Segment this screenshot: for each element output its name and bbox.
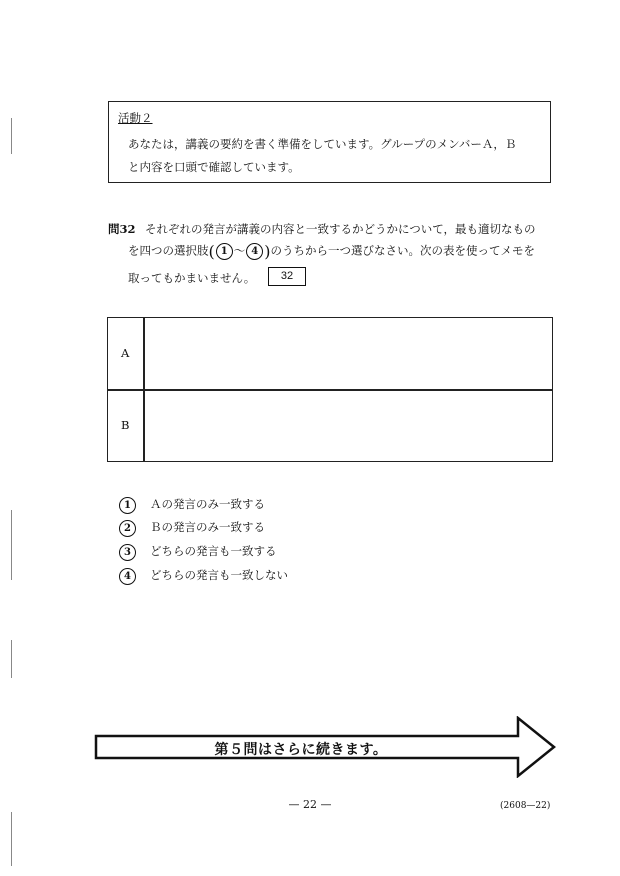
choice-3-number: 3: [119, 544, 136, 561]
question-line1: それぞれの発言が講義の内容と一致するかどうかについて，最も適切なもの: [145, 222, 536, 236]
memo-table-row-divider: [107, 389, 553, 391]
question-line3: 取ってもかまいません。: [128, 271, 256, 285]
choice-range-separator: ～: [233, 243, 246, 258]
choice-range-end: 4: [246, 243, 263, 260]
choice-1: [118, 496, 265, 514]
choice-2-number: 2: [119, 520, 136, 537]
scan-mark: [11, 812, 12, 866]
answer-number-box: 32: [268, 267, 306, 286]
page-code: (2608—22): [500, 801, 551, 811]
question-line2-end: のうちから一つ選びなさい。次の表を使ってメモを: [270, 243, 535, 258]
scan-mark: [11, 510, 12, 580]
memo-row-label-b: B: [121, 418, 130, 432]
page-number: — 22 —: [288, 798, 332, 811]
choice-3: [118, 543, 277, 561]
continue-text: 第５問はさらに続きます。: [214, 742, 388, 758]
activity-title: 活動２: [118, 111, 153, 125]
question-line2-start: を四つの選択肢: [128, 243, 209, 258]
choice-3-text: どちらの発言も一致する: [150, 544, 277, 558]
choice-4-number: 4: [119, 568, 136, 585]
activity-text-line1: あなたは，講義の要約を書く準備をしています。グループのメンバーＡ，Ｂ: [128, 137, 517, 151]
choice-4-text: どちらの発言も一致しない: [150, 568, 288, 582]
activity-text-line2: と内容を口頭で確認しています。: [128, 160, 300, 174]
question-line2: を四つの選択肢( 1 ～ 4 )のうちから一つ選びなさい。次の表を使ってメモを: [128, 242, 535, 261]
memo-row-label-a: A: [121, 346, 130, 360]
scan-mark: [11, 118, 12, 154]
question-number: 問32: [108, 222, 136, 236]
choice-4: [118, 567, 288, 585]
choice-1-text: Ａの発言のみ一致する: [150, 497, 265, 511]
choice-2: [118, 519, 265, 537]
scan-mark: [11, 640, 12, 678]
choice-range-start: 1: [216, 243, 233, 260]
choice-1-number: 1: [119, 497, 136, 514]
choice-2-text: Ｂの発言のみ一致する: [150, 520, 265, 534]
